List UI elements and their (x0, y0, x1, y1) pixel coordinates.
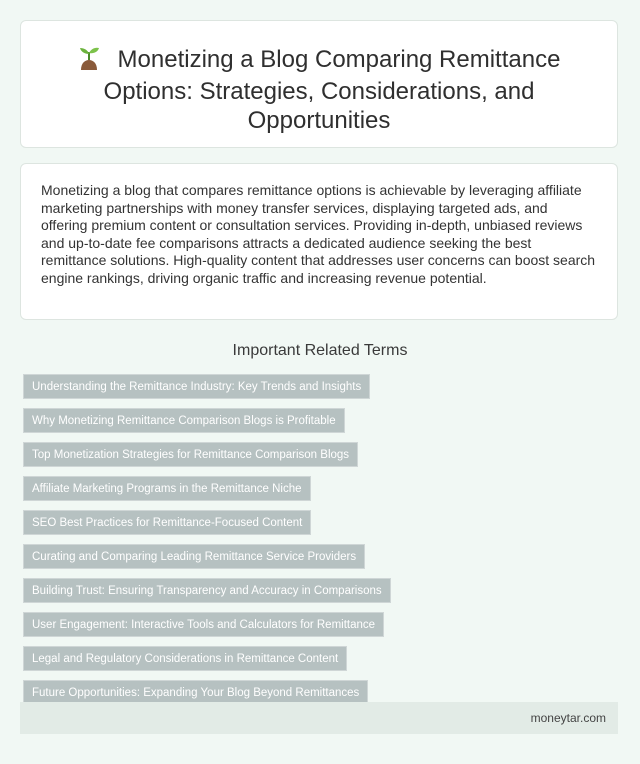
related-term-tag[interactable]: Affiliate Marketing Programs in the Remittance Niche (23, 476, 311, 501)
related-terms-list (23, 374, 613, 714)
related-term-tag[interactable]: Curating and Comparing Leading Remittance Service Providers (23, 544, 365, 569)
related-term-tag[interactable]: Building Trust: Ensuring Transparency and Accuracy in Comparisons (23, 578, 391, 603)
related-term-tag[interactable]: Why Monetizing Remittance Comparison Blogs is Profitable (23, 408, 345, 433)
related-term-tag[interactable]: User Engagement: Interactive Tools and Calculators for Remittance (23, 612, 384, 637)
footer-site-name[interactable]: moneytar.com (530, 711, 606, 725)
related-term-tag[interactable]: Top Monetization Strategies for Remittance Comparison Blogs (23, 442, 358, 467)
sprout-icon (78, 46, 100, 77)
related-term-tag[interactable]: SEO Best Practices for Remittance-Focused Content (23, 510, 311, 535)
related-terms-heading: Important Related Terms (232, 342, 408, 359)
header-card (20, 20, 618, 148)
related-term-tag[interactable]: Future Opportunities: Expanding Your Blog Beyond Remittances (23, 680, 368, 705)
summary-card (20, 163, 618, 320)
page-title (51, 45, 587, 135)
footer (20, 702, 618, 734)
summary-text: Monetizing a blog that compares remittance options is achievable by leveraging affiliate marketing partnerships with money transfer services, displaying targeted ads, and offering premium content or consultation services. Providing in-depth, unbiased reviews and up-to-date fee comparisons attracts a dedicated audience seeking the best remittance solutions. High-quality content that addresses user concerns can boost search engine rankings, driving organic traffic and increasing revenue potential. (41, 182, 596, 286)
related-term-tag[interactable]: Legal and Regulatory Considerations in Remittance Content (23, 646, 347, 671)
page-title-text: Monetizing a Blog Comparing Remittance Options: Strategies, Considerations, and Opportunities (103, 46, 561, 134)
related-term-tag[interactable]: Understanding the Remittance Industry: Key Trends and Insights (23, 374, 370, 399)
